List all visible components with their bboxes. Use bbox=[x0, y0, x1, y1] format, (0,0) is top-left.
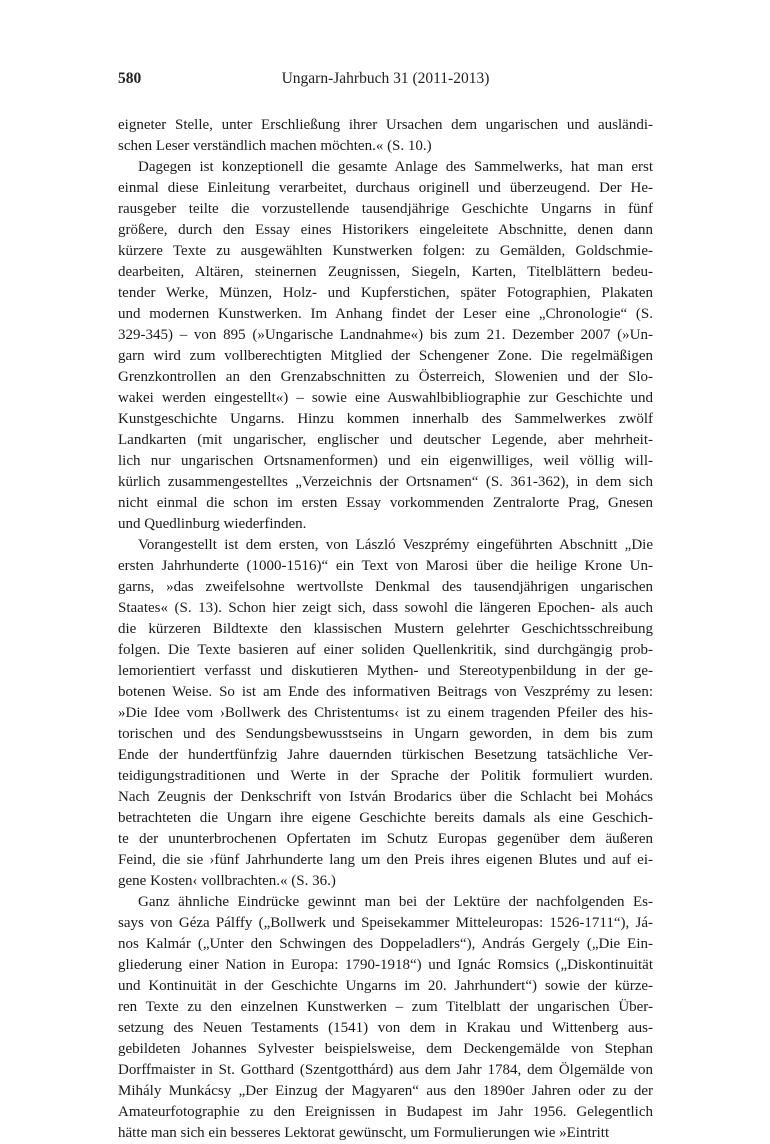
text-line: einmal diese Einleitung verarbeitet, durchaus originell und überzeugend. Der He- bbox=[118, 180, 653, 196]
text-line: Ganz ähnliche Eindrücke gewinnt man bei der Lektüre der nachfolgenden Es- bbox=[138, 894, 653, 910]
text-line: kürzere Texte zu ausgewählten Kunstwerken folgen: zu Gemälden, Goldschmie- bbox=[118, 243, 653, 259]
text-line: betrachteten die Ungarn ihre eigene Geschichte bereits damals als eine Geschich- bbox=[118, 810, 653, 826]
text-line: Mihály Munkácsy „Der Einzug der Magyaren“ aus den 1890er Jahren oder zu der bbox=[118, 1083, 653, 1099]
text-line: größere, durch den Essay eines Historikers eingeleitete Abschnitte, denen dann bbox=[118, 222, 653, 238]
text-line: folgen. Die Texte basieren auf einer soliden Quellenkritik, sind durchgängig prob- bbox=[118, 642, 653, 658]
text-line: ren Texte zu den einzelnen Kunstwerken – zum Titelblatt der ungarischen Über- bbox=[118, 999, 653, 1015]
text-line: garns, »das zweifelsohne wertvollste Denkmal des tausendjährigen ungarischen bbox=[118, 579, 653, 595]
paragraph bbox=[118, 535, 653, 892]
text-line: kürlich zusammengestelltes „Verzeichnis der Ortsnamen“ (S. 361-362), in dem sich bbox=[118, 474, 653, 490]
running-head: Ungarn-Jahrbuch 31 (2011-2013) bbox=[281, 70, 490, 87]
text-line: lich nur ungarischen Ortsnamenformen) und ein eigenwilliges, weil völlig will- bbox=[118, 453, 653, 469]
text-line: die kürzeren Bildtexte den klassischen Mustern gelehrter Geschichtsschreibung bbox=[118, 621, 653, 637]
text-line: Amateurfotographie zu den Ereignissen in Budapest im Jahr 1956. Gelegentlich bbox=[118, 1104, 653, 1120]
page-number: 580 bbox=[118, 70, 142, 87]
text-line: Kunstgeschichte Ungarns. Hinzu kommen innerhalb des Sammelwerkes zwölf bbox=[118, 411, 653, 427]
text-line: 329-345) – von 895 (»Ungarische Landnahme«) bis zum 21. Dezember 2007 (»Un- bbox=[118, 327, 653, 343]
text-line: und Kontinuität in der Geschichte Ungarns im 20. Jahrhundert“) sowie der kürze- bbox=[118, 978, 653, 994]
text-line: te der ununterbrochenen Opfertaten im Schutz Europas gegenüber dem äußeren bbox=[118, 831, 653, 847]
text-line: hätte man sich ein besseres Lektorat gewünscht, um Formulierungen wie »Eintritt bbox=[118, 1125, 610, 1141]
body-text bbox=[118, 115, 653, 1144]
text-line: teidigungstraditionen und Werte in der Sprache der Politik formuliert wurden. bbox=[118, 768, 653, 784]
text-line: Dagegen ist konzeptionell die gesamte Anlage des Sammelwerks, hat man erst bbox=[138, 159, 653, 175]
text-line: ersten Jahrhunderte (1000-1516)“ ein Text von Marosi über die heilige Krone Un- bbox=[118, 558, 653, 574]
text-line: Grenzkontrollen an den Grenzabschnitten zu Österreich, Slowenien und der Slo- bbox=[118, 369, 653, 385]
text-line: Vorangestellt ist dem ersten, von László Veszprémy eingeführten Abschnitt „Die bbox=[138, 537, 653, 553]
text-line: gene Kosten‹ vollbrachten.« (S. 36.) bbox=[118, 873, 336, 889]
text-line: nicht einmal die schon im ersten Essay vorkommenden Zentralorte Prag, Gnesen bbox=[118, 495, 653, 511]
paragraph bbox=[118, 157, 653, 535]
text-line: dearbeiten, Altären, steinernen Zeugnissen, Siegeln, Karten, Titelblättern bedeu- bbox=[118, 264, 653, 280]
text-line: wakei werden eingestellt«) – sowie eine Auswahlbibliographie zur Geschichte und bbox=[118, 390, 653, 406]
paragraph bbox=[118, 115, 653, 157]
text-line: botenen Weise. So ist am Ende des informativen Beitrags von Veszprémy zu lesen: bbox=[118, 684, 653, 700]
text-line: torischen und des Sendungsbewusstseins in Ungarn geworden, in dem bis zum bbox=[118, 726, 653, 742]
text-line: Nach Zeugnis der Denkschrift von István Brodarics über die Schlacht bei Mohács bbox=[118, 789, 653, 805]
text-line: gebildeten Johannes Sylvester beispielsweise, dem Deckengemälde von Stephan bbox=[118, 1041, 653, 1057]
text-line: Feind, die sie ›fünf Jahrhunderte lang um den Preis ihres eigenen Blutes und auf ei- bbox=[118, 852, 653, 868]
text-line: schen Leser verständlich machen möchten.« (S. 10.) bbox=[118, 138, 432, 154]
text-line: Dorffmaister in St. Gotthard (Szentgotthárd) aus dem Jahr 1784, dem Ölgemälde von bbox=[118, 1062, 653, 1078]
paragraph bbox=[118, 892, 653, 1144]
text-line: rausgeber teilte die vorzustellende tausendjährige Geschichte Ungarns in fünf bbox=[118, 201, 653, 217]
text-line: und Quedlinburg wiederfinden. bbox=[118, 516, 307, 532]
text-line: »Die Idee vom ›Bollwerk des Christentums‹ ist zu einem tragenden Pfeiler des his- bbox=[118, 705, 653, 721]
text-line: Ende der hundertfünfzig Jahre dauernden türkischen Besetzung tatsächliche Ver- bbox=[118, 747, 653, 763]
text-line: says von Géza Pálffy („Bollwerk und Speisekammer Mitteleuropas: 1526-1711“), Já- bbox=[118, 915, 653, 931]
text-line: Staates« (S. 13). Schon hier zeigt sich, dass sowohl die längeren Epochen- als auch bbox=[118, 600, 653, 616]
text-line: garn wird zum vollberechtigten Mitglied der Schengener Zone. Die regelmäßigen bbox=[118, 348, 653, 364]
text-line: und modernen Kunstwerken. Im Anhang findet der Leser eine „Chronologie“ (S. bbox=[118, 306, 653, 322]
page-header bbox=[118, 70, 653, 94]
text-line: setzung des Neuen Testaments (1541) von dem in Krakau und Wittenberg aus- bbox=[118, 1020, 653, 1036]
text-line: nos Kalmár („Unter den Schwingen des Doppeladlers“), András Gergely („Die Ein- bbox=[118, 936, 653, 952]
text-line: lemorientiert verfasst und diskutieren Mythen- und Stereotypenbildung in der ge- bbox=[118, 663, 653, 679]
text-line: eigneter Stelle, unter Erschließung ihrer Ursachen dem ungarischen und ausländi- bbox=[118, 117, 653, 133]
text-line: Landkarten (mit ungarischer, englischer und deutscher Legende, aber mehrheit- bbox=[118, 432, 653, 448]
text-line: gliederung einer Nation in Europa: 1790-1918“) und Ignác Romsics („Diskontinuität bbox=[118, 957, 653, 973]
text-line: tender Werke, Münzen, Holz- und Kupferstichen, später Fotographien, Plakaten bbox=[118, 285, 653, 301]
